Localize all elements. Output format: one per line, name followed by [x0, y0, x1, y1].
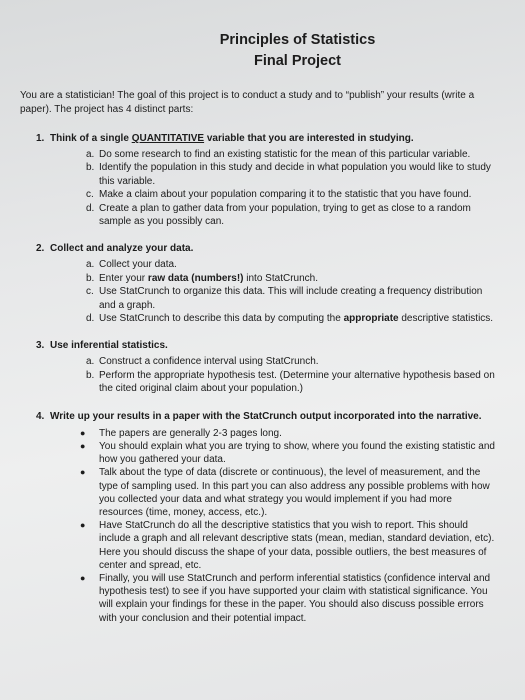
- section-number: 3.: [36, 340, 45, 352]
- item-text: Use StatCrunch to organize this data. This will include creating a frequency distribution and a graph.: [99, 286, 483, 311]
- item-text: Perform the appropriate hypothesis test. (Determine your alternative hypothesis based on the cited original claim about your population.): [99, 369, 495, 395]
- item-text: Enter your: [99, 272, 148, 284]
- item-marker: b.: [86, 162, 95, 174]
- list-item: [86, 369, 495, 396]
- section-3-heading-text: Use inferential statistics.: [50, 340, 168, 352]
- section-4: [36, 410, 495, 625]
- bullet-icon: ●: [80, 520, 86, 531]
- item-marker: a.: [86, 356, 95, 368]
- section-2: [36, 242, 495, 325]
- bullet-item: [80, 519, 495, 572]
- list-item: [86, 148, 495, 161]
- appropriate-emphasis: appropriate: [343, 313, 399, 325]
- item-text: Make a claim about your population comparing it to the statistic that you have found.: [99, 189, 472, 201]
- item-text: Identify the population in this study and decide in what population you would like to study this variable.: [99, 162, 491, 187]
- quantitative-emphasis: QUANTITATIVE: [131, 133, 205, 144]
- item-text: Collect your data.: [99, 259, 177, 271]
- document-title: [100, 30, 495, 72]
- bullet-icon: ●: [80, 467, 86, 478]
- item-marker: c.: [86, 189, 94, 201]
- intro-paragraph: You are a statistician! The goal of this project is to conduct a study and to “publish” your results (write a paper). The project has 4 distinct parts:: [20, 90, 475, 115]
- raw-data-emphasis: raw data (numbers!): [147, 272, 244, 284]
- item-marker: a.: [86, 259, 95, 271]
- bullet-text: You should explain what you are trying to show, where you found the existing statistic and how you gathered your data.: [99, 440, 495, 466]
- list-item: [86, 312, 495, 325]
- item-marker: b.: [86, 369, 95, 381]
- section-4-heading: [36, 410, 495, 424]
- item-text: Create a plan to gather data from your population, trying to get as close to a random sample as you possibly can.: [99, 202, 471, 228]
- item-marker: c.: [86, 286, 94, 298]
- bullet-text: Talk about the type of data (discrete or continuous), the level of measurement, and the type of sampling used. In this part you can also address any possible problems with how you collected your data and what strategy you would implement if you had more resources (time, money, access, etc.).: [99, 467, 490, 518]
- list-item: [86, 188, 495, 201]
- bullet-text: Have StatCrunch do all the descriptive statistics that you wish to report. This should include a graph and all relevant descriptive stats (mean, median, standard deviation, etc). Here you should discuss the shape of your data, possible outliers, the best measures of center and spread, etc.: [99, 520, 495, 571]
- list-item: [86, 285, 495, 312]
- bullet-icon: ●: [80, 427, 86, 438]
- section-number: 4.: [36, 410, 45, 422]
- bullet-text: The papers are generally 2-3 pages long.: [99, 427, 282, 439]
- bullet-item: [80, 466, 495, 519]
- item-text-end: descriptive statistics.: [398, 313, 494, 325]
- bullet-item: [80, 427, 495, 440]
- list-item: [86, 272, 495, 285]
- title-line-2: Final Project: [253, 53, 342, 69]
- item-text-end: into StatCrunch.: [243, 272, 318, 284]
- section-1-list: [86, 148, 495, 228]
- list-item: [86, 202, 495, 229]
- section-3-heading: [36, 339, 495, 353]
- section-4-list: [80, 427, 495, 625]
- item-marker: d.: [86, 202, 95, 214]
- section-2-list: [86, 258, 495, 325]
- section-4-heading-text: Write up your results in a paper with the StatCrunch output incorporated into the narrative.: [50, 410, 482, 422]
- section-2-heading: [36, 242, 495, 256]
- bullet-text: Finally, you will use StatCrunch and perform inferential statistics (confidence interval and hypothesis test) to see if you have supported your claim with statistical significance. You will explain your findings for these in the paper. You should also discuss possible errors with your conclusion and their potential impact.: [99, 572, 491, 624]
- item-text: Do some research to find an existing statistic for the mean of this particular variable.: [99, 149, 471, 160]
- item-text: Use StatCrunch to describe this data by computing the: [99, 313, 344, 325]
- item-text: Construct a confidence interval using StatCrunch.: [99, 356, 319, 368]
- bullet-icon: ●: [80, 440, 86, 451]
- title-line-1: Principles of Statistics: [219, 32, 376, 48]
- section-3-list: [86, 355, 495, 395]
- item-marker: a.: [86, 149, 95, 160]
- section-number: 1.: [36, 133, 45, 144]
- section-number: 2.: [36, 243, 45, 255]
- item-marker: b.: [86, 272, 95, 284]
- list-item: [86, 258, 495, 271]
- section-3: [36, 339, 495, 395]
- bullet-icon: ●: [80, 572, 86, 583]
- list-item: [86, 355, 495, 368]
- list-item: [86, 161, 495, 188]
- section-1-heading-text: Think of a single: [50, 133, 132, 144]
- section-1: [36, 132, 495, 228]
- section-2-heading-text: Collect and analyze your data.: [50, 243, 194, 255]
- section-1-heading: [36, 132, 495, 146]
- section-1-heading-text-end: variable that you are interested in studying.: [204, 133, 414, 144]
- item-marker: d.: [86, 313, 95, 325]
- bullet-item: [80, 440, 495, 466]
- bullet-item: [80, 572, 495, 625]
